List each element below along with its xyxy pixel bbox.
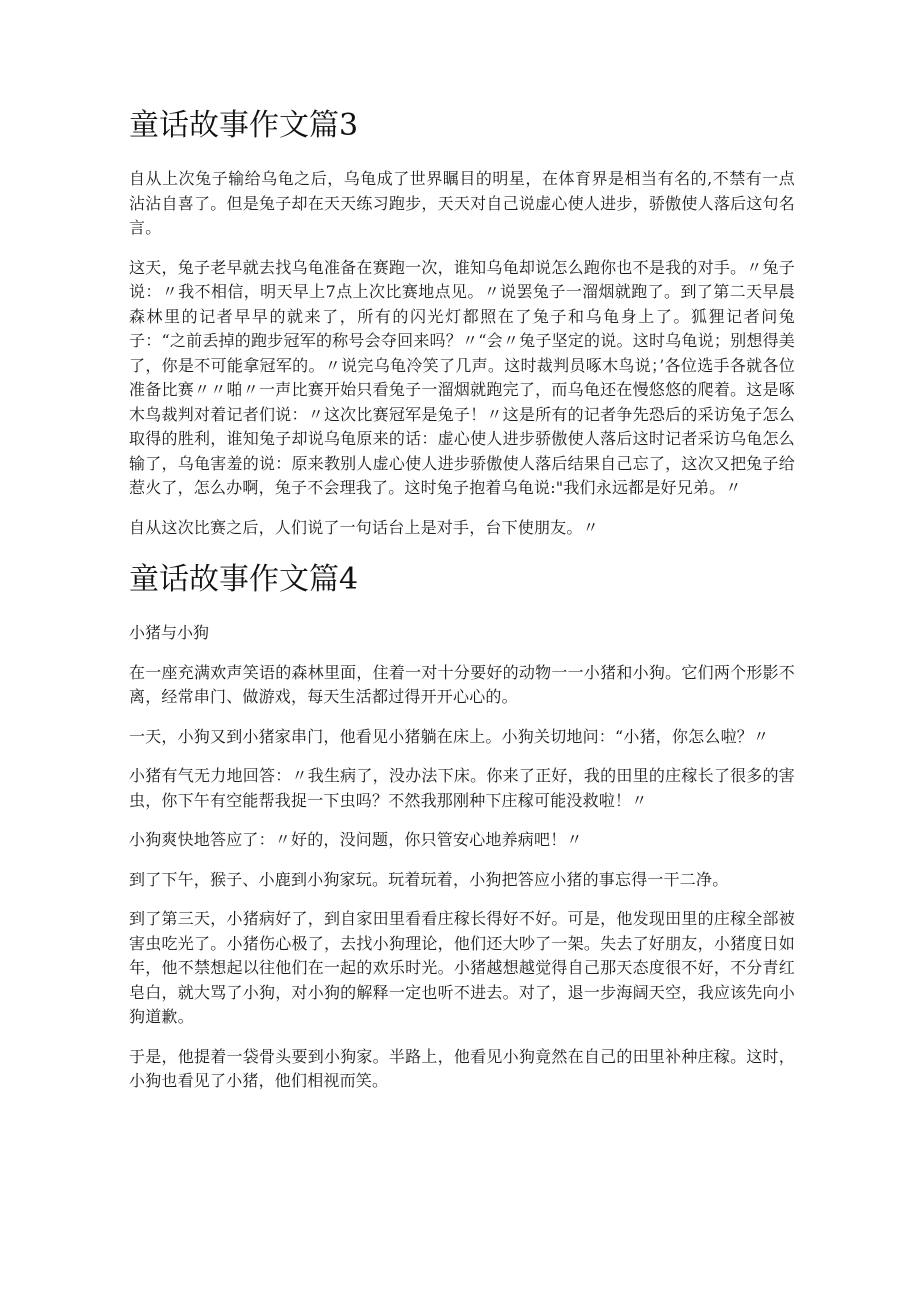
document-page: [129, 106, 795, 1109]
section-4-paragraph: 到了下午，猴子、小鹿到小狗家玩。玩着玩着，小狗把答应小猪的事忘得一干二净。: [129, 869, 729, 889]
section-3-title: 童话故事作文篇3: [129, 108, 359, 143]
section-4-title: 童话故事作文篇4: [129, 562, 359, 597]
section-3-paragraph: 这天，兔子老早就去找乌龟准备在赛跑一次，谁知乌龟却说怎么跑你也不是我的对手。〃兔子说：〃我不相信，明天早上7点上次比赛地点见。〃说罢兔子一溜烟就跑了。到了第二天早晨森林里的记者早早的就来了，所有的闪光灯都照在了兔子和乌龟身上了。狐狸记者问兔子：“之前丢掉的跑步冠军的称号会夺回来吗？〃“会〃兔子坚定的说。这时乌龟说；别想得美了，你是不可能拿冠军的。〃说完乌龟冷笑了几声。这时裁判员啄木鸟说；’各位选手各就各位准备比赛〃〃啪〃一声比赛开始只看兔子一溜烟就跑完了，而乌龟还在慢悠悠的爬着。这是啄木鸟裁判对着记者们说：〃这次比赛冠军是兔子！〃这是所有的记者争先恐后的采访兔子怎么取得的胜利，谁知兔子却说乌龟原来的话：虚心使人进步骄傲使人落后这时记者采访乌龟怎么输了，乌龟害羞的说：原来教别人虚心使人进步骄傲使人落后结果自己忘了，这次又把兔子给惹火了，怎么办啊，兔子不会理我了。这时兔子抱着乌龟说:"我们永远都是好兄弟。〃: [129, 257, 795, 497]
story-subtitle: 小猪与小狗: [129, 623, 210, 642]
section-4-paragraph: 小狗爽快地答应了：〃好的，没问题，你只管安心地养病吧！〃: [129, 830, 583, 849]
section-4-paragraph: 在一座充满欢声笑语的森林里面，住着一对十分要好的动物一一小猪和小狗。它们两个形影不离，经常串门、做游戏，每天生活都过得开开心心的。: [129, 662, 795, 706]
section-4-paragraph: 于是，他提着一袋骨头要到小狗家。半路上，他看见小狗竟然在自己的田里补种庄稼。这时，小狗也看见了小猪，他们相视而笑。: [129, 1046, 795, 1090]
section-4-paragraph: 到了第三天，小猪病好了，到自家田里看看庄稼长得好不好。可是，他发现田里的庄稼全部被害虫吃光了。小猪伤心极了，去找小狗理论，他们还大吵了一架。失去了好朋友，小猪度日如年，他不禁想起以往他们在一起的欢乐时光。小猪越想越觉得自己那天态度很不好，不分青红皂白，就大骂了小狗，对小狗的解释一定也听不进去。对了，退一步海阔天空，我应该先向小狗道歉。: [129, 909, 795, 1026]
section-4-paragraph: 一天，小狗又到小猪家串门，他看见小猪躺在床上。小狗关切地问：“小猪，你怎么啦？〃: [129, 726, 770, 746]
section-3-paragraph: 自从上次兔子输给乌龟之后，乌龟成了世界瞩目的明星，在体育界是相当有名的,不禁有一点沾沾自喜了。但是兔子却在天天练习跑步，天天对自己说虚心使人进步，骄傲使人落后这句名言。: [129, 169, 795, 237]
section-3-paragraph: 自从这次比赛之后，人们说了一句话台上是对手，台下使朋友。〃: [129, 517, 599, 537]
section-4-paragraph: 小猪有气无力地回答：〃我生病了，没办法下床。你来了正好，我的田里的庄稼长了很多的害虫，你下午有空能帮我捉一下虫吗？不然我那刚种下庄稼可能没救啦！〃: [129, 766, 795, 810]
